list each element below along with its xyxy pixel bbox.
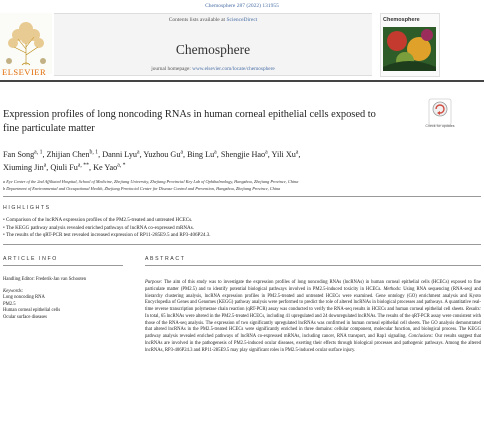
- highlight-item: • The results of the qRT-PCR test revealed increased expression of RP11-285E9.5 and RP3-406P24.3.: [3, 232, 211, 239]
- highlight-item: • Comparison of the lncRNA expression profiles of the PM2.5-treated and untreated HCECs.: [3, 217, 193, 223]
- abstract-methods-label: Methods:: [383, 286, 402, 292]
- abstract-purpose: The aim of this study was to investigate the expression profiles of long noncoding RNAs (lncRNAs) in human corneal epithelial cells (HCECs) exposed to fine particulate matter (PM2.5) and to identify potential biological pathways involved in PM2.5-induced toxicity in HCECs.: [145, 280, 481, 292]
- highlights-list: [3, 217, 473, 240]
- abstract-heading: ABSTRACT: [145, 256, 186, 262]
- elsevier-tree-logo: [0, 13, 52, 74]
- author[interactable]: Danni Lyu: [102, 150, 138, 159]
- author[interactable]: Qiuli Fu: [50, 163, 78, 172]
- affiliation-a: a Eye Center of the 2nd Affiliated Hospital, School of Medicine, Zhejiang University, Zhejiang Provincial Key Lab of Ophthalmology, Hangzhou, Zhejiang Province, China: [3, 179, 299, 184]
- keyword-item[interactable]: Long noncoding RNA: [3, 295, 45, 301]
- contents-prefix: Contents lists available at: [168, 17, 226, 23]
- homepage-link[interactable]: www.elsevier.com/locate/chemosphere: [192, 66, 275, 72]
- article-info-heading: ARTICLE INFO: [3, 256, 58, 262]
- abstract-divider: [145, 265, 481, 266]
- cover-image: [383, 27, 436, 71]
- journal-homepage-line: [54, 66, 372, 72]
- highlights-divider: [3, 196, 481, 197]
- author[interactable]: Shengjie Hao: [220, 150, 266, 159]
- keywords-label: Keywords:: [3, 288, 24, 294]
- author-line-2: Xiuming Jin$^a$, Qiuli $Fu^{a, **}$, Ke Yao$^{a, *}$: [3, 162, 126, 172]
- highlight-item: • The KEGG pathway analysis revealed enriched pathways of lncRNA co-expressed mRNAs.: [3, 224, 194, 231]
- author[interactable]: Yuzhou Gu: [143, 150, 181, 159]
- author[interactable]: Ke Yao: [93, 163, 118, 172]
- abstract-conclusions-label: Conclusions:: [408, 334, 434, 339]
- abstract-body: [145, 280, 481, 354]
- abstract-results: In total, 65 lncRNAs were altered in the PM2.5-treated HCECs, including 41 upregulated and 24 downregulated lncRNAs. The results of the qRT-PCR assay were consistent with those of the RNA-seq analysis. The expression of two significantly upregulated lncRNAs was confirmed in human corneal epithelial cell sheets. The GO analysis demonstrated that altered lncRNAs in the PM2.5-treated HCECs were significantly enriched in three domains: cellular component, molecular function, and biological process. The KEGG pathway analysis revealed enriched pathways of lncRNA co-expressed mRNAs, including cancer, RNA transport, and Rap1 signaling.: [145, 313, 481, 339]
- abstract-results-label: Results:: [465, 307, 481, 312]
- article-title: Expression profiles of long noncoding RNAs in human corneal epithelial cells exposed to fine particulate matter: [3, 109, 376, 134]
- author[interactable]: Fan Song: [3, 150, 35, 159]
- handling-editor: Handling Editor: Frederik-Jan van Schooten: [3, 277, 87, 282]
- abstract-conclusions: Our results suggest that lncRNAs are involved in the pathogenesis of PM2.5-induced ocular diseases, exerting their effects through biological processes and pathogenic pathways. Among the altered lncRNAs, RP3-406P24.3 and RP11-285E9.5 may play significant roles in PM2.5-induced ocular surface injury.: [145, 334, 481, 353]
- author[interactable]: Xiuming Jin: [3, 163, 44, 172]
- keyword-item[interactable]: Ocular surface diseases: [3, 314, 47, 320]
- journal-citation: Chemosphere 287 (2022) 131955: [205, 3, 279, 9]
- author[interactable]: Zhijian Chen: [46, 150, 90, 159]
- highlights-bottom-divider: [3, 244, 481, 245]
- author[interactable]: Yili Xu: [271, 150, 296, 159]
- highlights-heading: HIGHLIGHTS: [3, 205, 51, 211]
- author-list: [3, 148, 473, 174]
- homepage-prefix: journal homepage:: [151, 66, 191, 72]
- article-info-body: [3, 277, 123, 322]
- header-divider: [0, 80, 484, 82]
- sciencedirect-link[interactable]: ScienceDirect: [226, 17, 258, 23]
- keyword-item[interactable]: PM2.5: [3, 301, 16, 307]
- contents-line: [54, 17, 372, 23]
- check-for-updates-icon[interactable]: [428, 98, 452, 126]
- article-info-divider: [3, 265, 123, 266]
- abstract-purpose-label: Purpose:: [145, 280, 163, 285]
- author[interactable]: Bing Lu: [187, 150, 215, 159]
- affiliations: [3, 178, 473, 192]
- cover-title: Chemosphere: [383, 17, 420, 23]
- check-for-updates-label: Check for updates: [425, 124, 455, 128]
- abstract-methods: Using RNA sequencing (RNA-seq) and hierarchy clustering analysis, lncRNA expression profiles in PM2.5-treated and untreated HCECs were examined. Gene ontology (GO) enrichment analysis and Kyoto Encyclopedia of Genes and Genomes (KEGG) pathway analysis were performed to predict the role of altered lncRNAs in biological processes and pathways. A quantitative real-time reverse transcription polymerase chain reaction (qRT-PCR) assay was conducted to verify the RNA-seq results in HCECs and human corneal epithelial cell sheets.: [145, 286, 481, 312]
- keyword-item[interactable]: Human corneal epithelial cells: [3, 308, 61, 314]
- affiliation-b: b Department of Environmental and Occupational Health, Zhejiang Provincial Center for Disease Control and Prevention, Hangzhou, Zhejiang Province, China: [3, 186, 281, 191]
- author-line-1: Fan Song$^{a, 1}$, Zhijian Chen$^{b, 1}$, Danni Lyu$^a$, Yuzhou Gu$^a$, Bing Lu$^a$, Shengjie Hao$^a$, Yili Xu$^a$,: [3, 149, 301, 159]
- journal-title: Chemosphere: [175, 42, 251, 57]
- publisher-name: ELSEVIER: [2, 67, 47, 77]
